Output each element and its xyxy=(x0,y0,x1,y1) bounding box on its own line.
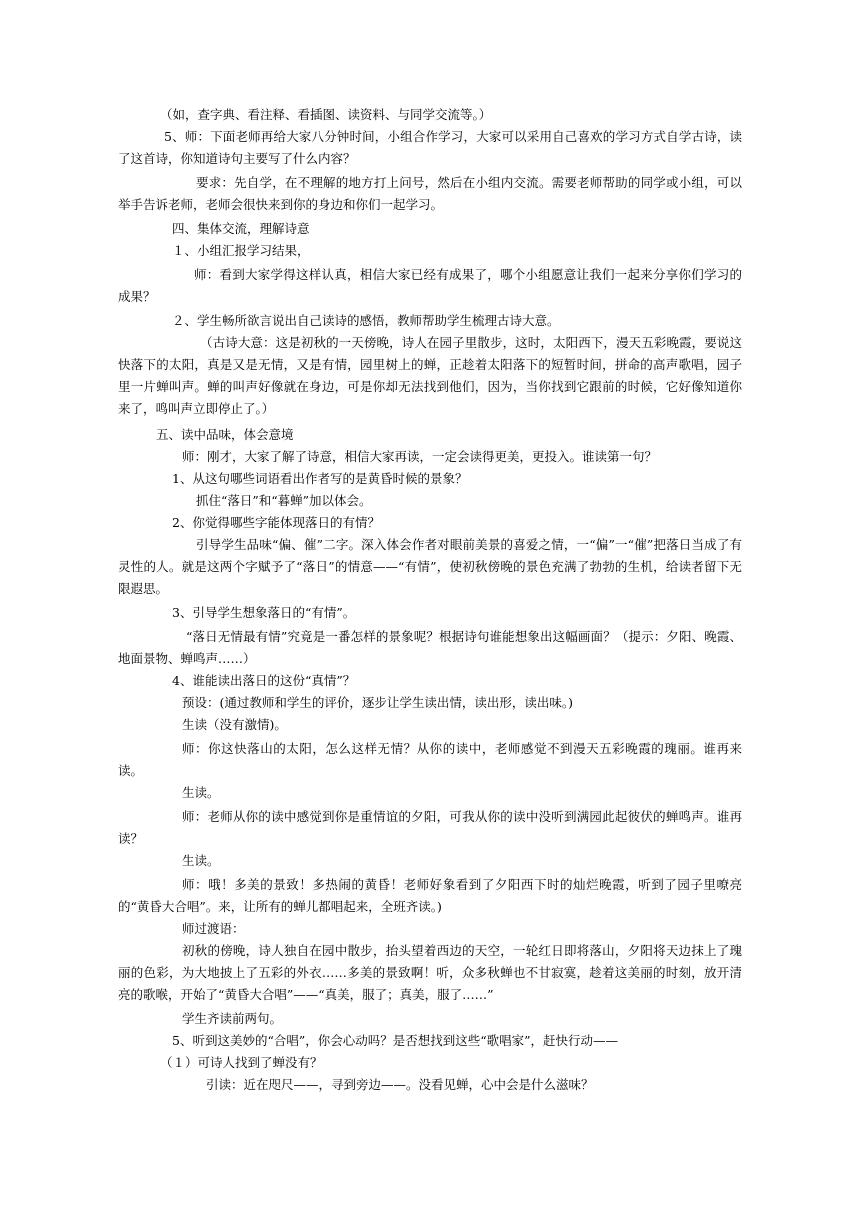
paragraph-q1: 1、从这句哪些词语看出作者写的是黄昏时候的景象？ xyxy=(172,471,468,486)
paragraph-transition-label: 师过渡语： xyxy=(182,921,245,936)
paragraph-poem-meaning: （古诗大意：这是初秋的一天傍晚，诗人在园子里散步，这时，太阳西下，漫天五彩晚霞，要说这快落下的太阳，真是又是无情，又是有情，园里树上的蝉，正趁着太阳落下的短暂时间，拼命的高声歌唱，园子里一片蝉叫声。蝉的叫声好像就在身边，可是你却无法找到他们，因为，当你找到它跟前的时候，它好像知道你来了，鸣叫声立即停止了。） xyxy=(118,335,742,416)
paragraph-requirement: 要求：先自学，在不理解的地方打上问号，然后在小组内交流。需要老师帮助的同学或小组，可以举手告诉老师，老师会很快来到你的身边和你们一起学习。 xyxy=(118,175,742,212)
paragraph-hint: （如，查字典、看注释、看插图、读资料、与同学交流等。） xyxy=(160,107,492,122)
paragraph-step5-self-study: 5、师：下面老师再给大家八分钟时间，小组合作学习，大家可以采用自己喜欢的学习方式自学古诗，读了这首诗，你知道诗句主要写了什么内容？ xyxy=(118,129,742,166)
paragraph-teacher-comment-1: 师：你这快落山的太阳，怎么这样无情？从你的读中，老师感觉不到漫天五彩晚霞的瑰丽。谁再来读。 xyxy=(118,741,742,778)
section-heading-4: 四、集体交流，理解诗意 xyxy=(172,221,310,236)
paragraph-teacher-read: 师：刚才，大家了解了诗意，相信大家再读，一定会读得更美，更投入。谁读第一句？ xyxy=(182,449,658,464)
paragraph-q1-answer: 抓住“落日”和“暮蝉”加以体会。 xyxy=(196,493,372,508)
paragraph-q2: 2、你觉得哪些字能体现落日的有情？ xyxy=(172,515,380,530)
paragraph-guided-read: 引读：近在咫尺——，寻到旁边——。没看见蝉，心中会是什么滋味？ xyxy=(206,1077,594,1092)
paragraph-teacher-comment-2: 师：老师从你的读中感觉到你是重情谊的夕阳，可我从你的读中没听到满园此起彼伏的蝉鸣声。谁再读？ xyxy=(118,809,742,846)
paragraph-q4: 4、谁能读出落日的这份“真情”？ xyxy=(172,673,356,688)
paragraph-student-feedback: ２、学生畅所欲言说出自己读诗的感悟，教师帮助学生梳理古诗大意。 xyxy=(172,313,560,328)
paragraph-q3: 3、引导学生想象落日的“有情”。 xyxy=(172,605,356,620)
paragraph-q3-answer: “落日无情最有情”究竟是一番怎样的景象呢？根据诗句谁能想象出这幅画面？（提示：夕阳、晚霞、地面景物、蝉鸣声……） xyxy=(118,629,742,666)
paragraph-student-read-1: 生读（没有激情)。 xyxy=(182,717,287,732)
section-heading-5: 五、读中品味，体会意境 xyxy=(156,427,294,442)
paragraph-class-read: 学生齐读前两句。 xyxy=(182,1011,283,1026)
paragraph-q2-answer: 引导学生品味“偏、催”二字。深入体会作者对眼前美景的喜爱之情，一“偏”一“催”把落日当成了有灵性的人。就是这两个字赋予了“落日”的情意——“有情”，使初秋傍晚的景色充满了勃勃的生机，给读者留下无限遐思。 xyxy=(118,537,742,596)
paragraph-student-read-2: 生读。 xyxy=(182,785,220,800)
paragraph-q5-sub1: （１）可诗人找到了蝉没有？ xyxy=(160,1055,323,1070)
paragraph-q5: 5、听到这美妙的“合唱”，你会心动吗？是否想找到这些“歌唱家”，赶快行动—— xyxy=(172,1033,619,1048)
paragraph-group-report: １、小组汇报学习结果， xyxy=(172,243,310,258)
paragraph-teacher-share: 师：看到大家学得这样认真，相信大家已经有成果了，哪个小组愿意让我们一起来分享你们学习的成果？ xyxy=(118,267,742,304)
paragraph-teacher-comment-3: 师：哦！多美的景致！多热闹的黄昏！老师好象看到了夕阳西下时的灿烂晚霞，听到了园子里嘹亮的“黄昏大合唱”。来，让所有的蝉儿都唱起来，全班齐读。) xyxy=(118,877,742,914)
paragraph-student-read-3: 生读。 xyxy=(182,853,220,868)
paragraph-transition-text: 初秋的傍晚，诗人独自在园中散步，抬头望着西边的天空，一轮红日即将落山，夕阳将天边抹上了瑰丽的色彩，为大地披上了五彩的外衣……多美的景致啊！听，众多秋蝉也不甘寂寞，趁着这美丽的时刻，放开清亮的歌喉，开始了“黄昏大合唱”——“真美，服了；真美，服了……” xyxy=(118,943,742,1002)
paragraph-preset: 预设：(通过教师和学生的评价，逐步让学生读出情，读出形，读出味。) xyxy=(182,695,574,710)
